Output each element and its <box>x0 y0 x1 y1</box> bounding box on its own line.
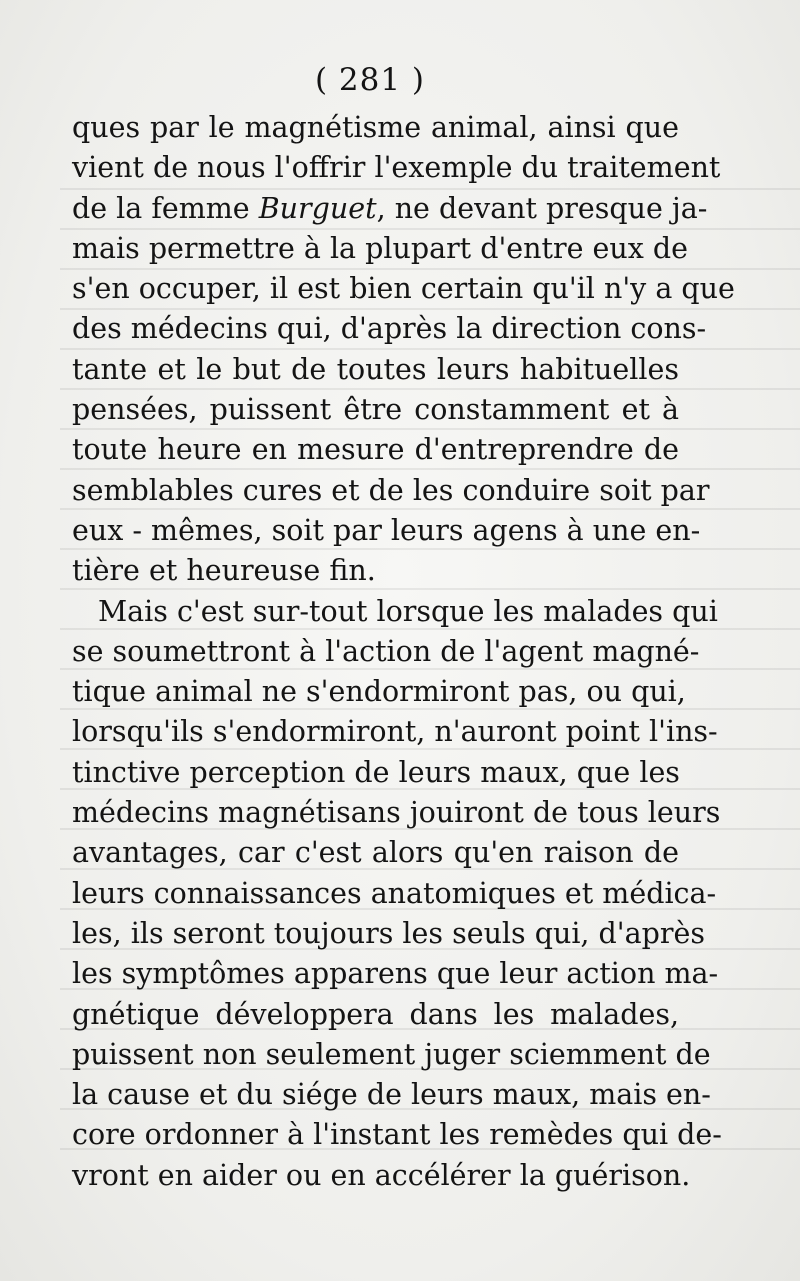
text-line: tinctive perception de leurs maux, que les <box>72 755 680 789</box>
text-line: vront en aider ou en accélérer la guérison. <box>72 1158 691 1192</box>
text-line: core ordonner à l'instant les remèdes qui de- <box>72 1118 722 1152</box>
text-line: eux - mêmes, soit par leurs agens à une en- <box>72 513 701 547</box>
text-line: tière et heureuse fin. <box>72 554 376 588</box>
italic-name: Burguet <box>258 191 377 225</box>
text-line: semblables cures et de les conduire soit par <box>72 473 710 507</box>
page-number: ( 281 ) <box>314 62 426 98</box>
text-line: les symptômes apparens que leur action ma- <box>72 957 719 991</box>
text-line: des médecins qui, d'après la direction cons- <box>72 312 707 346</box>
text-line: pensées, puissent être constamment et à <box>72 393 679 427</box>
text-line: puissent non seulement juger sciemment de <box>72 1037 711 1071</box>
text-line: vient de nous l'offrir l'exemple du traitement <box>72 151 721 185</box>
text-line: les, ils seront toujours les seuls qui, d'après <box>72 916 705 950</box>
text-line: s'en occuper, il est bien certain qu'il n'y a que <box>72 272 735 306</box>
text-line: leurs connaissances anatomiques et médica- <box>72 876 717 910</box>
body-text <box>72 108 735 1196</box>
text-line: toute heure en mesure d'entreprendre de <box>72 433 679 467</box>
text-line: la cause et du siége de leurs maux, mais en- <box>72 1078 711 1112</box>
text-line: lorsqu'ils s'endormiront, n'auront point l'ins- <box>72 715 718 749</box>
text-line: ques par le magnétisme animal, ainsi que <box>72 111 679 144</box>
paragraph-2 <box>72 592 722 1196</box>
text-line: Mais c'est sur-tout lorsque les malades qui <box>98 594 718 628</box>
text-line: mais permettre à la plupart d'entre eux de <box>72 231 688 265</box>
text-line: tante et le but de toutes leurs habituelles <box>72 352 679 386</box>
paragraph-1 <box>72 108 735 592</box>
text-line: avantages, car c'est alors qu'en raison de <box>72 836 679 870</box>
text-line: tique animal ne s'endormiront pas, ou qui, <box>72 675 686 709</box>
text-line: se soumettront à l'action de l'agent magné- <box>72 634 700 668</box>
text-line: médecins magnétisans jouiront de tous leurs <box>72 796 721 830</box>
text-line: gnétique développera dans les malades, <box>72 997 679 1031</box>
text-line: de la femme Burguet, ne devant presque ja- <box>72 191 708 225</box>
